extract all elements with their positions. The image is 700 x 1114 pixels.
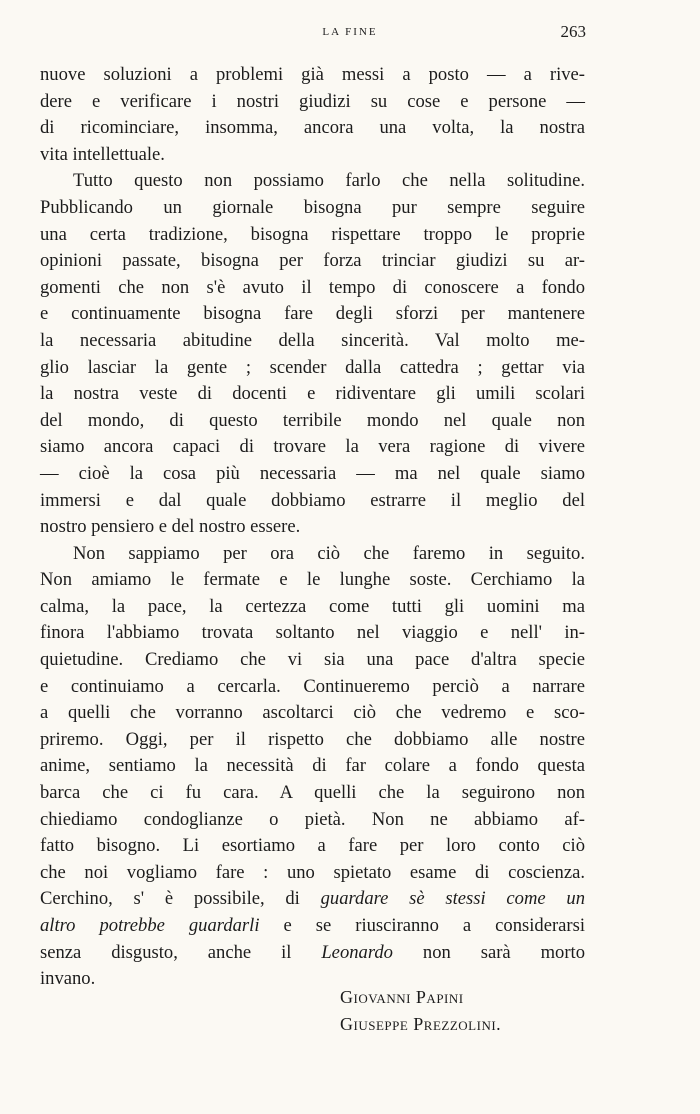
text-line: Non sappiamo per ora ciò che faremo in seguito.	[73, 542, 585, 564]
text-line: che noi vogliamo fare : uno spietato esame di coscienza.	[40, 861, 585, 883]
text-line: immersi e dal quale dobbiamo estrarre il meglio del	[40, 489, 585, 511]
paragraph-3	[40, 541, 585, 993]
text-line: la nostra veste di docenti e ridiventare gli umili scolari	[40, 383, 585, 405]
text-line: e continuamente bisogna fare degli sforzi per mantenere	[40, 303, 585, 325]
text-line: nuove soluzioni a problemi già messi a posto — a rive-	[40, 64, 585, 85]
text-line: opinioni passate, bisogna per forza trinciar giudizi su ar-	[40, 250, 585, 272]
text-line: del mondo, di questo terribile mondo nel quale non	[40, 409, 585, 431]
text-line: vita intellettuale.	[40, 143, 165, 165]
text-line: barca che ci fu cara. A quelli che la seguirono non	[40, 782, 585, 804]
page-number: 263	[560, 22, 586, 41]
text-line: Tutto questo non possiamo farlo che nella solitudine.	[73, 170, 585, 192]
text-line: — cioè la cosa più necessaria — ma nel quale siamo	[40, 462, 585, 484]
text-line: siamo ancora capaci di trovare la vera ragione di vivere	[40, 436, 585, 458]
paragraph-1	[40, 62, 585, 168]
text-line: la necessaria abitudine della sincerità. Val molto me-	[40, 329, 585, 351]
text-line: calma, la pace, la certezza come tutti gli uomini ma	[40, 595, 585, 617]
text-line: Non amiamo le fermate e le lunghe soste. Cerchiamo la	[40, 569, 585, 591]
text-line: nostro pensiero e del nostro essere.	[40, 516, 301, 538]
body-text	[40, 62, 585, 993]
italic-segment: guardare sè stessi come un	[320, 888, 585, 910]
text-segment: senza disgusto, anche il	[40, 941, 322, 963]
text-line: invano.	[40, 968, 96, 990]
text-line: dere e verificare i nostri giudizi su cose e persone —	[40, 90, 585, 112]
italic-segment: altro potrebbe guardarli	[40, 915, 260, 936]
text-line: Pubblicando un giornale bisogna pur sempre seguire	[40, 196, 585, 218]
text-line: priremo. Oggi, per il rispetto che dobbiamo alle nostre	[40, 728, 585, 750]
text-line: di ricominciare, insomma, ancora una volta, la nostra	[40, 117, 585, 139]
text-line-mixed	[40, 940, 585, 967]
paragraph-2	[40, 168, 585, 540]
italic-title-leonardo: Leonardo	[321, 941, 393, 963]
text-line: glio lasciar la gente ; scender dalla cattedra ; gettar via	[40, 356, 585, 378]
signatures	[340, 984, 501, 1038]
text-line: anime, sentiamo la necessità di far colare a fondo questa	[40, 755, 585, 777]
running-head	[0, 22, 700, 46]
text-line: quietudine. Crediamo che vi sia una pace d'altra specie	[40, 649, 585, 671]
signature-papini: Giovanni Papini	[340, 987, 464, 1007]
text-segment: Cerchino, s' è possibile, di	[40, 888, 321, 910]
running-title: LA FINE	[322, 26, 378, 38]
text-line-mixed	[40, 913, 585, 940]
text-line-mixed	[40, 886, 585, 913]
text-line: una certa tradizione, bisogna rispettare troppo le proprie	[40, 223, 585, 245]
text-line: chiediamo condoglianze o pietà. Non ne abbiamo af-	[40, 808, 585, 830]
text-line: fatto bisogno. Li esortiamo a fare per loro conto ciò	[40, 835, 585, 857]
signature-prezzolini: Giuseppe Prezzolini.	[340, 1014, 502, 1034]
text-segment: e se riusciranno a considerarsi	[259, 915, 586, 936]
text-line: gomenti che non s'è avuto il tempo di conoscere a fondo	[40, 276, 585, 298]
text-line: e continuiamo a cercarla. Continueremo perciò a narrare	[40, 675, 585, 697]
text-line: finora l'abbiamo trovata soltanto nel viaggio e nell' in-	[40, 622, 585, 644]
text-segment: non sarà morto	[392, 941, 585, 963]
text-line: a quelli che vorranno ascoltarci ciò che vedremo e sco-	[40, 702, 585, 724]
